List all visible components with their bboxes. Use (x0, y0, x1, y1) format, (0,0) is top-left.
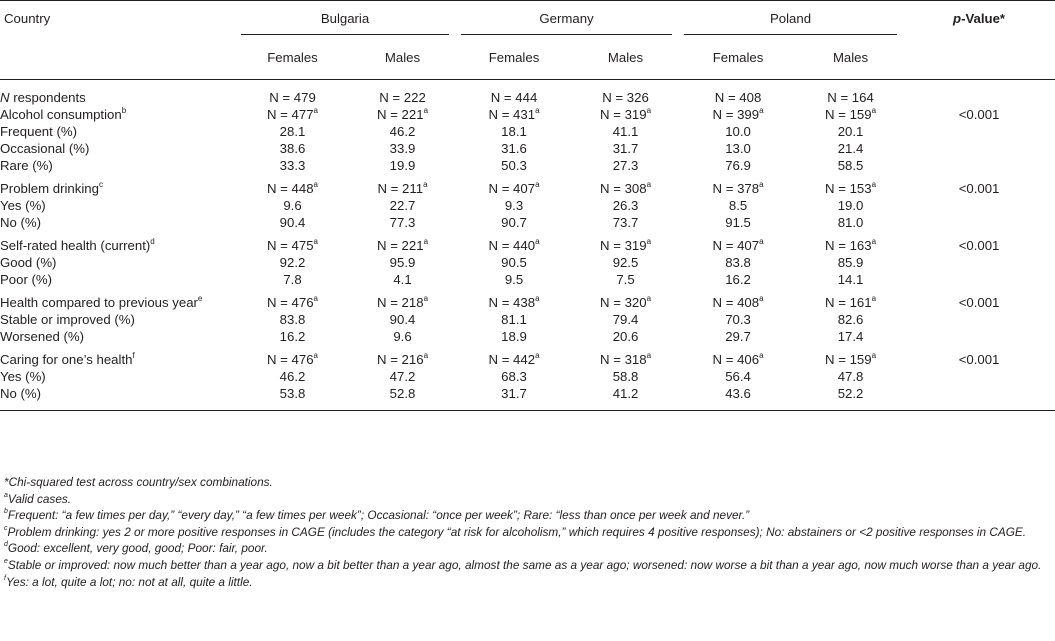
cell-value: $N = 163^a$ (825, 236, 877, 253)
cell-value: $N = 218^a$ (377, 293, 429, 310)
pvalue-header: p-Value* (953, 10, 1006, 26)
cell-value: 9.6 (393, 329, 412, 344)
cell-value: 13.0 (725, 141, 751, 156)
cell-value: 26.3 (612, 198, 639, 213)
row-label: Health compared to previous year$^e$ (0, 293, 203, 310)
footnote: $^a$Valid cases. (4, 491, 72, 506)
cell-value: 83.8 (725, 255, 751, 270)
row-label: Alcohol consumption$^b$ (0, 105, 127, 122)
table-row (0, 80, 1055, 107)
table-row (0, 271, 1055, 288)
table-row (0, 197, 1055, 214)
row-label: Stable or improved (%) (0, 312, 135, 327)
p-value: <0.001 (958, 107, 1000, 122)
cell-value: 41.2 (573, 385, 678, 411)
cell-value: $N = 476^a$ (266, 293, 318, 310)
cell-value: $N = 448^a$ (266, 179, 318, 196)
cell-value: $N = 378^a$ (712, 179, 764, 196)
row-label: Yes (%) (0, 198, 46, 213)
p-value (903, 214, 1055, 231)
cell-value: N = 479 (269, 90, 316, 105)
cell-value: 33.3 (279, 158, 306, 173)
p-value: <0.001 (958, 295, 1000, 310)
table-row (0, 368, 1055, 385)
p-value: <0.001 (958, 181, 1000, 196)
group-header-germany: Germany (455, 1, 678, 36)
cell-value: 28.1 (279, 124, 306, 139)
cell-value: 27.3 (612, 158, 639, 173)
cell-value: 90.4 (279, 215, 306, 230)
cell-value: N = 408 (714, 90, 762, 105)
row-label: Frequent (%) (0, 124, 77, 139)
cell-value: 95.9 (389, 255, 416, 270)
p-value (903, 254, 1055, 271)
sex-header: Males (832, 49, 869, 65)
cell-value: 18.9 (501, 329, 527, 344)
row-label: N respondents (0, 90, 86, 105)
table-row (0, 214, 1055, 231)
p-value: <0.001 (958, 238, 1000, 253)
cell-value: 17.4 (837, 329, 864, 344)
table-row (0, 157, 1055, 174)
cell-value: 19.9 (389, 158, 416, 173)
sex-header: Males (384, 49, 421, 65)
country-header: Country (4, 10, 51, 26)
cell-value: $N = 153^a$ (825, 179, 877, 196)
p-value (903, 157, 1055, 174)
cell-value: $N = 161^a$ (825, 293, 877, 310)
cell-value: 58.5 (837, 158, 864, 173)
cell-value: 92.2 (279, 255, 306, 270)
cell-value: 33.9 (389, 141, 416, 156)
cell-value: N = 222 (379, 90, 426, 105)
cell-value: N = 164 (827, 90, 874, 105)
cell-value: 47.8 (837, 369, 864, 384)
row-label: No (%) (0, 385, 235, 411)
cell-value: 81.1 (501, 312, 527, 327)
cell-value: 29.7 (725, 329, 751, 344)
cell-value: 90.5 (501, 255, 527, 270)
cell-value: $N = 319^a$ (600, 236, 652, 253)
p-value (903, 80, 1055, 107)
footnote: $^d$Good: excellent, very good, good; Poor: fair, poor. (4, 541, 268, 556)
p-value (903, 385, 1055, 411)
cell-value: $N = 407^a$ (712, 236, 764, 253)
cell-value: 46.2 (389, 124, 416, 139)
table-row (0, 106, 1055, 123)
p-value: <0.001 (958, 352, 1000, 367)
p-value (903, 140, 1055, 157)
row-label: Worsened (%) (0, 329, 85, 344)
cell-value: $N = 221^a$ (377, 236, 429, 253)
footnote: $^f$Yes: a lot, quite a lot; no: not at all, quite a little. (4, 574, 253, 589)
cell-value: 53.8 (235, 385, 350, 411)
table-row (0, 385, 1055, 411)
cell-value: 90.7 (501, 215, 527, 230)
cell-value: 20.6 (612, 329, 639, 344)
row-label: Good (%) (0, 255, 57, 270)
sex-header: Females (488, 49, 540, 65)
cell-value: $N = 159^a$ (825, 105, 877, 122)
cell-value: 8.5 (728, 198, 748, 213)
cell-value: 31.6 (501, 141, 527, 156)
cell-value: 68.3 (501, 369, 527, 384)
header-row-groups (0, 1, 1055, 36)
cell-value: 18.1 (501, 124, 527, 139)
p-value (903, 328, 1055, 345)
footnote: $^b$Frequent: “a few times per day,” “every day,” “a few times per week”; Occasional: “once per week”; Rare: “less than once per week and never.” (4, 508, 750, 523)
cell-value: 9.3 (504, 198, 524, 213)
cell-value: 52.8 (350, 385, 455, 411)
cell-value: 14.1 (837, 272, 864, 287)
cell-value: 73.7 (612, 215, 639, 230)
cell-value: $N = 475^a$ (266, 236, 318, 253)
footnote: *Chi-squared test across country/sex combinations. (4, 475, 273, 489)
cell-value: 85.9 (837, 255, 864, 270)
table-row (0, 328, 1055, 345)
cell-value: $N = 407^a$ (488, 179, 540, 196)
table-footnotes (4, 474, 1044, 590)
cell-value: $N = 438^a$ (488, 293, 540, 310)
cell-value: 47.2 (389, 369, 416, 384)
cell-value: 83.8 (279, 312, 306, 327)
cell-value: 31.7 (455, 385, 573, 411)
cell-value: 77.3 (389, 215, 416, 230)
cell-value: 16.2 (279, 329, 306, 344)
cell-value: 70.3 (725, 312, 751, 327)
row-label: Yes (%) (0, 369, 46, 384)
table-row (0, 174, 1055, 197)
cell-value: 7.5 (616, 272, 635, 287)
p-value (903, 368, 1055, 385)
cell-value: 9.5 (504, 272, 524, 287)
table-row (0, 254, 1055, 271)
table-row (0, 345, 1055, 368)
cell-value: $N = 318^a$ (600, 350, 652, 367)
table-row (0, 123, 1055, 140)
p-value (903, 123, 1055, 140)
sex-header: Females (267, 49, 318, 65)
p-value (903, 197, 1055, 214)
cell-value: 82.6 (837, 312, 864, 327)
cell-value: 4.1 (393, 272, 412, 287)
cell-value: $N = 477^a$ (266, 105, 318, 122)
row-label: Caring for one’s health$^f$ (0, 350, 135, 367)
cell-value: $N = 442^a$ (488, 350, 540, 367)
cell-value: 9.6 (283, 198, 302, 213)
table-row (0, 140, 1055, 157)
cell-value: 21.4 (837, 141, 864, 156)
cell-value: 20.1 (837, 124, 864, 139)
cell-value: 91.5 (725, 215, 751, 230)
cell-value: 43.6 (678, 385, 798, 411)
cell-value: $N = 216^a$ (377, 350, 429, 367)
cell-value: $N = 408^a$ (712, 293, 764, 310)
table-row (0, 311, 1055, 328)
cell-value: $N = 211^a$ (377, 179, 428, 196)
cell-value: $N = 320^a$ (600, 293, 652, 310)
cell-value: 38.6 (279, 141, 306, 156)
sex-header: Males (607, 49, 644, 65)
cell-value: $N = 476^a$ (266, 350, 318, 367)
cell-value: 90.4 (389, 312, 416, 327)
cell-value: 79.4 (612, 312, 639, 327)
cell-value: 52.2 (798, 385, 903, 411)
row-label: Problem drinking$^c$ (0, 179, 103, 196)
cell-value: 92.5 (612, 255, 639, 270)
cell-value: $N = 406^a$ (712, 350, 764, 367)
table-body (0, 80, 1055, 411)
cell-value: $N = 221^a$ (377, 105, 429, 122)
cell-value: 76.9 (725, 158, 751, 173)
cell-value: $N = 319^a$ (600, 105, 652, 122)
cell-value: 16.2 (725, 272, 751, 287)
cell-value: 7.8 (283, 272, 302, 287)
cell-value: 46.2 (279, 369, 306, 384)
p-value (903, 311, 1055, 328)
p-value (903, 271, 1055, 288)
cell-value: 22.7 (389, 198, 416, 213)
cell-value: 31.7 (612, 141, 639, 156)
cell-value: 50.3 (501, 158, 527, 173)
group-header-bulgaria: Bulgaria (235, 1, 455, 36)
row-label: Occasional (%) (0, 141, 90, 156)
group-header-poland: Poland (678, 1, 903, 36)
row-label: Self-rated health (current)$^d$ (0, 236, 155, 253)
cell-value: 58.8 (612, 369, 639, 384)
cell-value: 41.1 (612, 124, 639, 139)
header-row-sex (0, 35, 1055, 80)
row-label: No (%) (0, 215, 42, 230)
cell-value: $N = 440^a$ (488, 236, 540, 253)
cell-value: $N = 431^a$ (488, 105, 540, 122)
cell-value: N = 326 (602, 90, 649, 105)
sex-header: Females (712, 49, 764, 65)
cell-value: $N = 159^a$ (825, 350, 877, 367)
cell-value: 56.4 (725, 369, 751, 384)
cell-value: $N = 399^a$ (712, 105, 764, 122)
row-label: Poor (%) (0, 272, 53, 287)
cell-value: 81.0 (837, 215, 864, 230)
footnote: $^e$Stable or improved: now much better than a year ago, now a bit better than a year ago, almost the same as a year ago; worsened: now worse a bit than a year ago, now much worse than a year ago. (4, 557, 1042, 572)
table-row (0, 288, 1055, 311)
cell-value: N = 444 (490, 90, 538, 105)
cell-value: $N = 308^a$ (600, 179, 652, 196)
cell-value: 10.0 (725, 124, 751, 139)
footnote: $^c$Problem drinking: yes 2 or more positive responses in CAGE (includes the category “at risk for alcoholism,” which requires 4 positive responses); No: abstainers or <2 positive responses in CAGE. (4, 524, 1027, 539)
table-row (0, 231, 1055, 254)
row-label: Rare (%) (0, 158, 53, 173)
cell-value: 19.0 (837, 198, 864, 213)
